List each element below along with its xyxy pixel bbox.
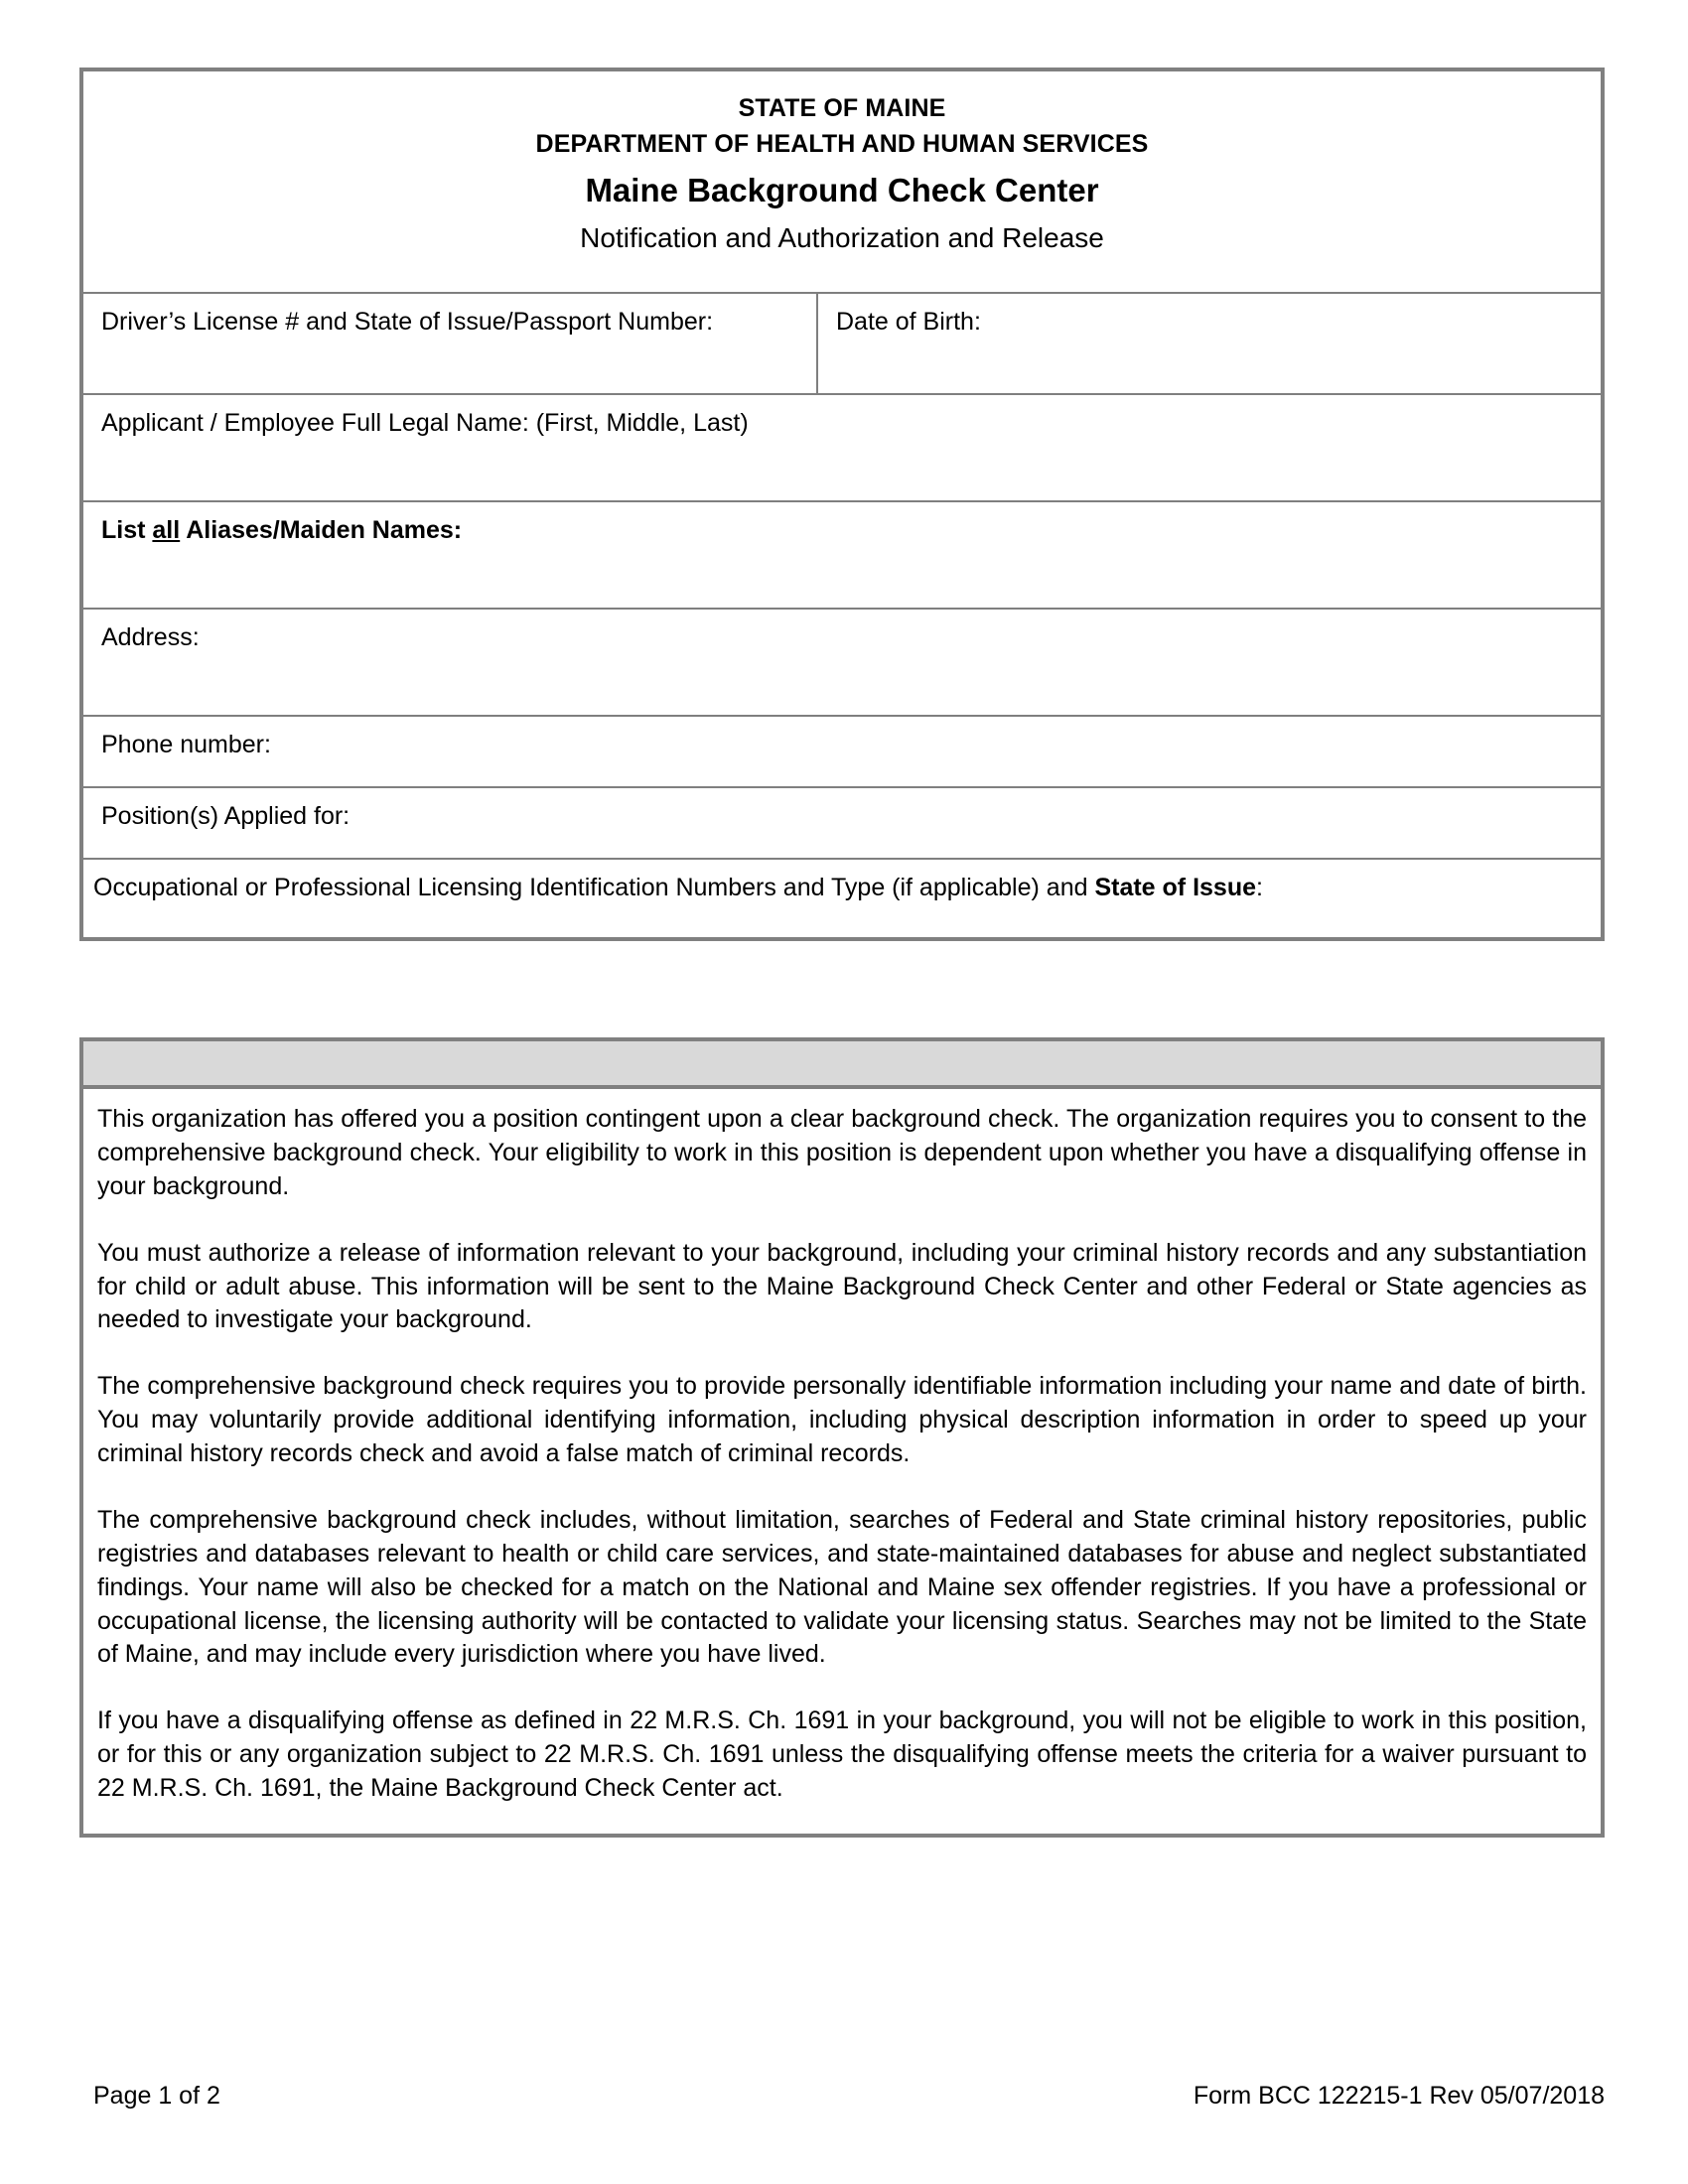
aliases-label-all: all bbox=[152, 516, 181, 545]
address-field[interactable] bbox=[83, 610, 1601, 715]
licensing-label-state-of-issue: State of Issue bbox=[1094, 874, 1257, 902]
drivers-license-field[interactable] bbox=[83, 294, 818, 393]
state-name: STATE OF MAINE bbox=[738, 94, 946, 122]
form-header bbox=[83, 71, 1601, 292]
notice-paragraph: This organization has offered you a position contingent upon a clear background check. The organization requires you to consent to the comprehensive background check. Your eligibility to work in this position is dependent upon whether you have a disqualifying offense in your background. bbox=[97, 1105, 1587, 1200]
notice-paragraph: You must authorize a release of information relevant to your background, including your criminal history records and any substantiation for child or adult abuse. This information will be sent to the Maine Background Check Center and other Federal or State agencies as needed to investigate your background. bbox=[97, 1238, 1587, 1334]
date-of-birth-label: Date of Birth: bbox=[836, 308, 981, 337]
phone-label: Phone number: bbox=[101, 731, 271, 759]
form-id: Form BCC 122215-1 Rev 05/07/2018 bbox=[1193, 2082, 1605, 2110]
form-subtitle: Notification and Authorization and Release bbox=[580, 221, 1104, 253]
notice-paragraph: The comprehensive background check includes, without limitation, searches of Federal and State criminal history repositories, public registries and databases relevant to health or child care services, and state-maintained databases for abuse and neglect substantiated findings. Your name will also be checked for a match on the National and Maine sex offender registries. If you have a professional or occupational license, the licensing authority will be contacted to validate your licensing status. Searches may not be limited to the State of Maine, and may include every jurisdiction where you have lived. bbox=[97, 1505, 1587, 1669]
notice-body bbox=[83, 1089, 1601, 1834]
row-license-dob bbox=[83, 294, 1601, 395]
address-label: Address: bbox=[101, 623, 200, 652]
row-phone bbox=[83, 717, 1601, 788]
applicant-information-box bbox=[79, 68, 1605, 941]
licensing-label bbox=[93, 874, 1263, 901]
phone-field[interactable] bbox=[83, 717, 1601, 786]
notice-and-authorization-box bbox=[79, 1037, 1605, 1838]
form-field-rows bbox=[83, 292, 1601, 937]
page-title: Maine Background Check Center bbox=[585, 172, 1099, 208]
aliases-label-suffix: Aliases/Maiden Names: bbox=[180, 516, 463, 545]
notice-paragraph: If you have a disqualifying offense as defined in 22 M.R.S. Ch. 1691 in your background, you will not be eligible to work in this position, or for this or any organization subject to 22 M.R.S. Ch. 1691 unless the disqualifying offense meets the criteria for a waiver pursuant to 22 M.R.S. Ch. 1691, the Maine Background Check Center act. bbox=[97, 1706, 1587, 1802]
position-field[interactable] bbox=[83, 788, 1601, 858]
date-of-birth-field[interactable] bbox=[818, 294, 1601, 393]
licensing-field[interactable] bbox=[83, 860, 1601, 937]
row-address bbox=[83, 610, 1601, 717]
notice-header-bar bbox=[83, 1041, 1601, 1089]
aliases-field[interactable] bbox=[83, 502, 1601, 608]
licensing-label-suffix: : bbox=[1256, 874, 1263, 902]
department-name: DEPARTMENT OF HEALTH AND HUMAN SERVICES bbox=[535, 129, 1149, 158]
aliases-label-prefix: List bbox=[101, 516, 153, 545]
row-licensing bbox=[83, 860, 1601, 937]
page-footer bbox=[79, 2080, 1609, 2113]
notice-paragraph: The comprehensive background check requires you to provide personally identifiable information including your name and date of birth. You may voluntarily provide additional identifying information, including physical description information in order to speed up your criminal history records check and avoid a false match of criminal records. bbox=[97, 1372, 1587, 1467]
licensing-label-prefix: Occupational or Professional Licensing Identification Numbers and Type (if applicable) and bbox=[93, 874, 1095, 902]
row-position bbox=[83, 788, 1601, 860]
position-label: Position(s) Applied for: bbox=[101, 802, 351, 831]
aliases-label bbox=[101, 516, 462, 544]
row-aliases bbox=[83, 502, 1601, 610]
page-number: Page 1 of 2 bbox=[93, 2082, 220, 2110]
full-legal-name-label: Applicant / Employee Full Legal Name: (First, Middle, Last) bbox=[101, 409, 749, 438]
drivers-license-label: Driver’s License # and State of Issue/Passport Number: bbox=[101, 308, 714, 337]
row-full-legal-name bbox=[83, 395, 1601, 502]
full-legal-name-field[interactable] bbox=[83, 395, 1601, 500]
